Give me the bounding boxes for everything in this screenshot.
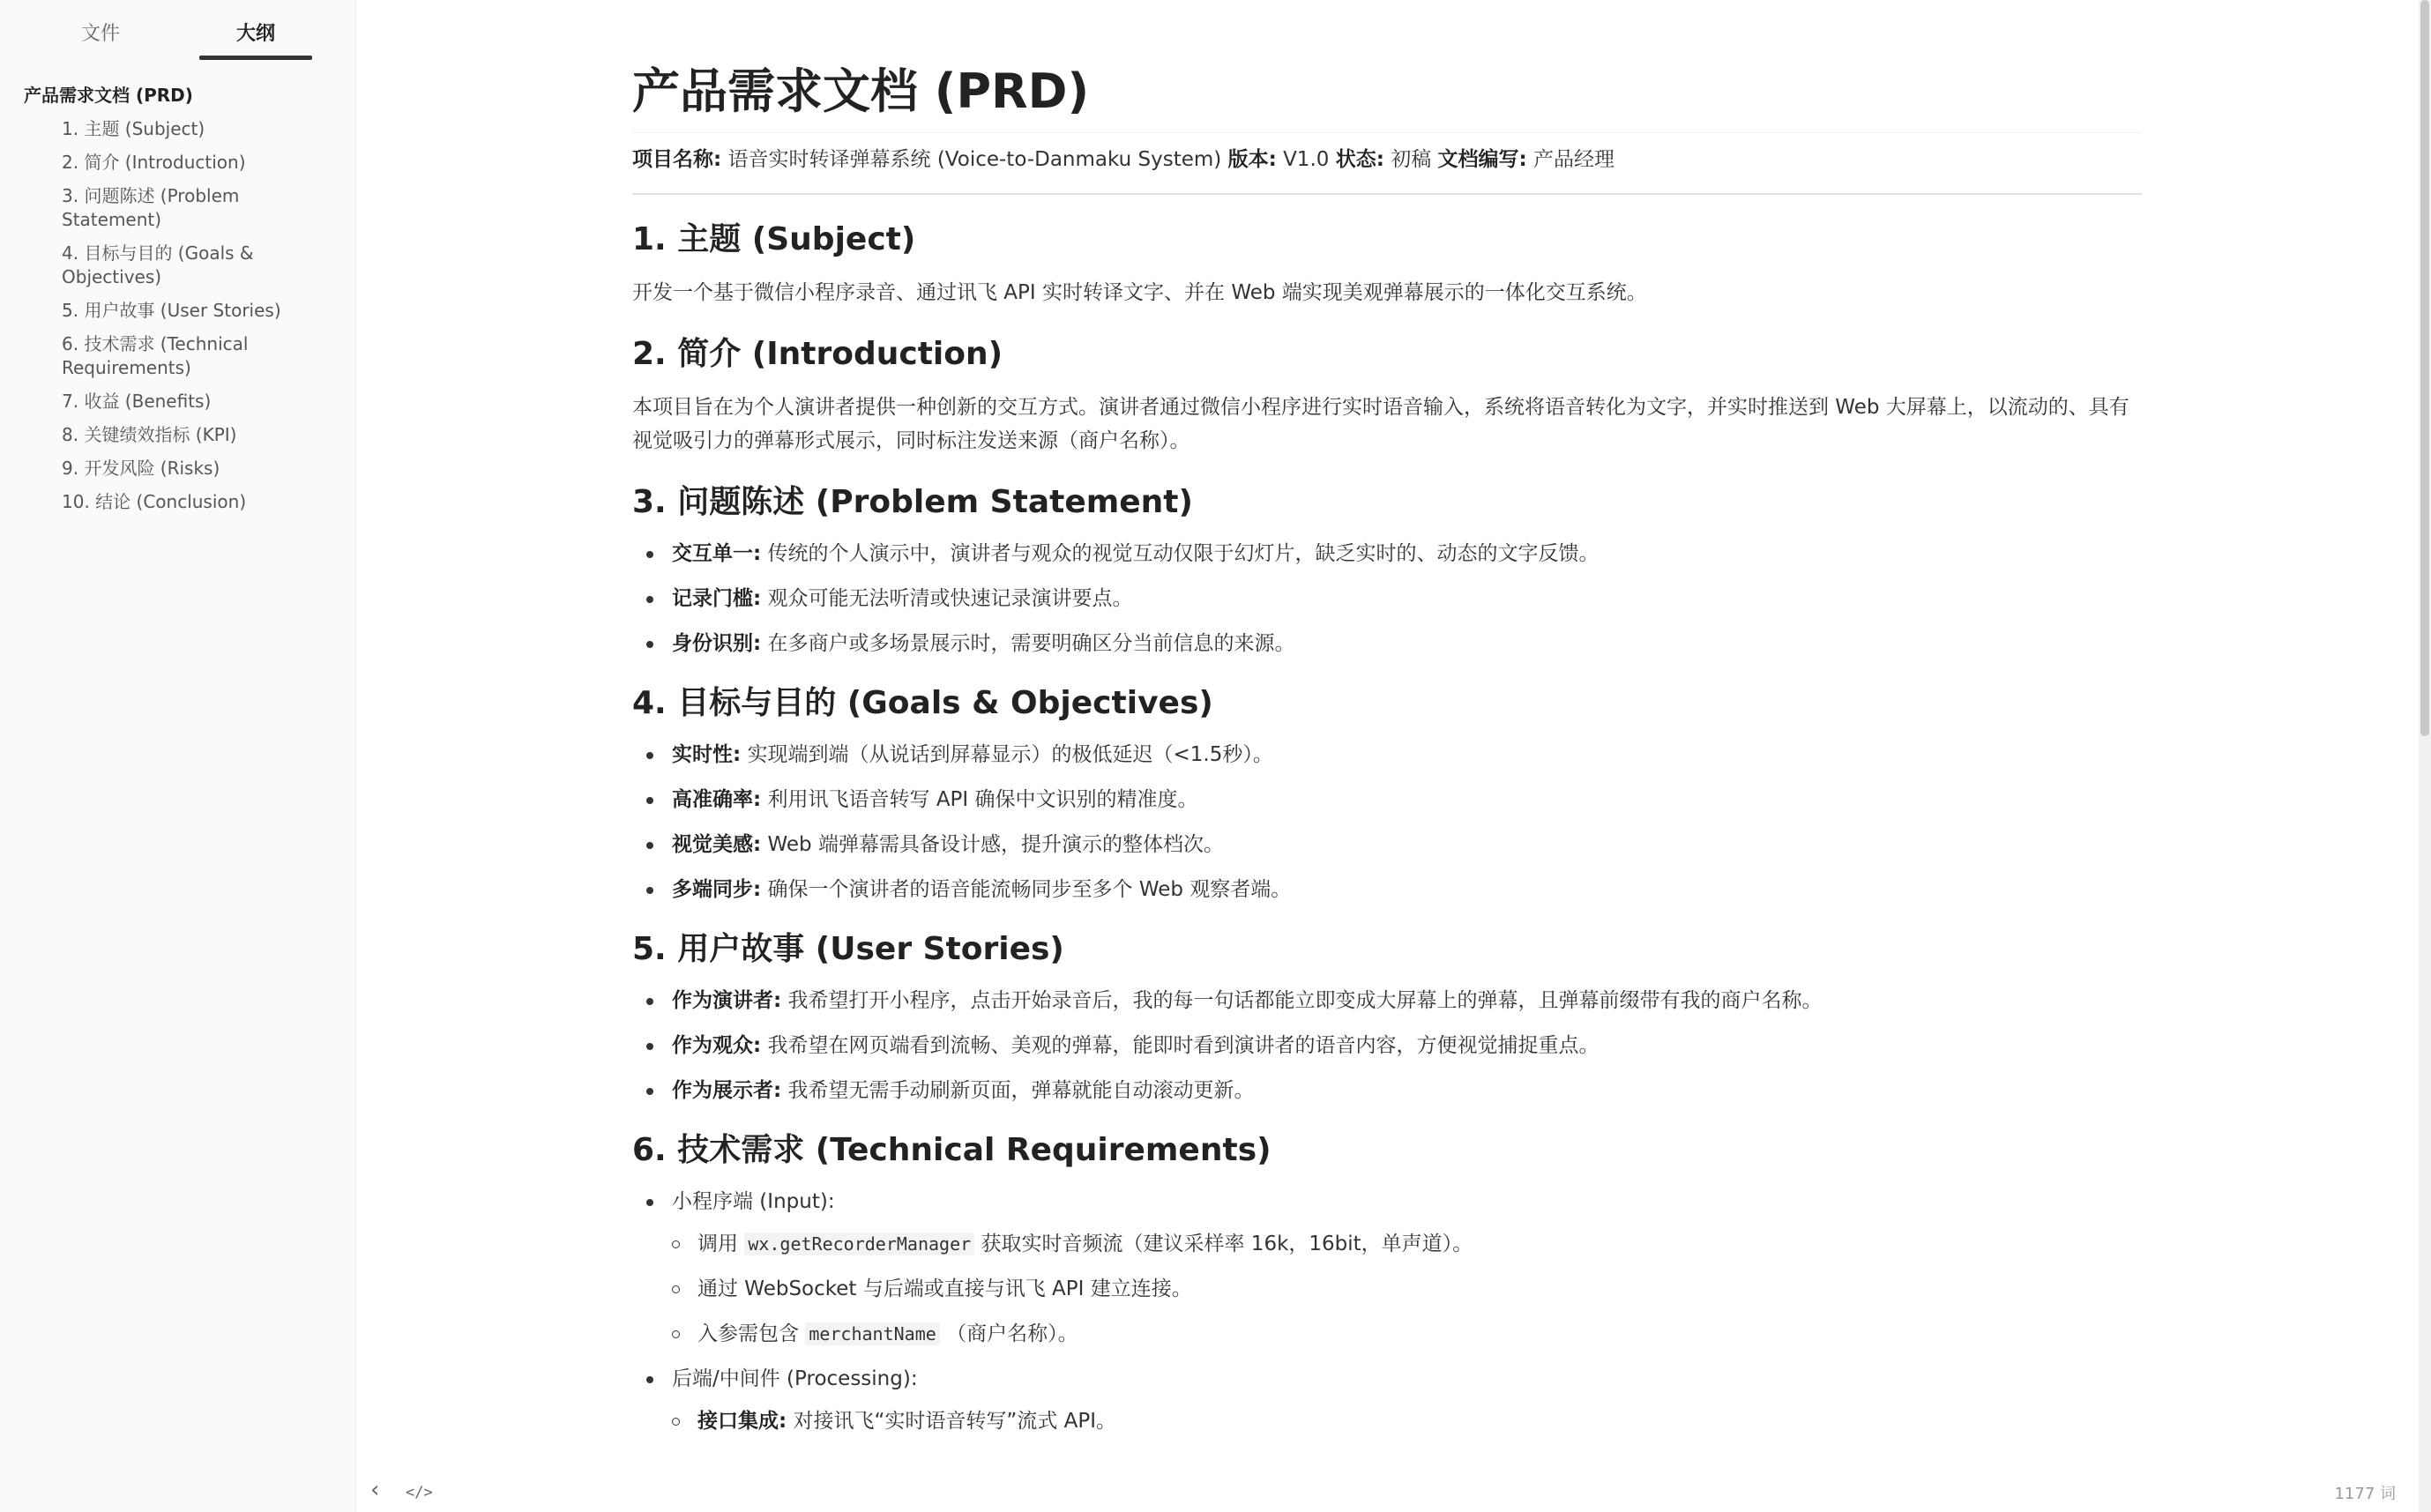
outline-item-technical-requirements[interactable]: 6. 技术需求 (Technical Requirements) (62, 333, 249, 378)
word-count: 1177 词 (2334, 1485, 2396, 1503)
section-heading-problem-statement: 3. 问题陈述 (Problem Statement) (632, 484, 1193, 520)
meta-author-label: 文档编写: (1437, 148, 1527, 171)
item-text: 入参需包含 (697, 1322, 799, 1345)
list-item (646, 629, 2142, 659)
list-item (646, 785, 2142, 815)
item-text: 利用讯飞语音转写 API 确保中文识别的精准度。 (767, 788, 1198, 811)
sub-list-item (672, 1229, 2142, 1259)
subject-paragraph: 开发一个基于微信小程序录音、通过讯飞 API 实时转译文字、并在 Web 端实现美观弹幕展示的一体化交互系统。 (632, 281, 1647, 304)
outline-item-risks[interactable]: 9. 开发风险 (Risks) (62, 458, 220, 479)
item-text: （商户名称）。 (946, 1322, 1078, 1345)
item-label: 高准确率: (672, 788, 762, 811)
scrollbar-thumb[interactable] (2420, 0, 2429, 736)
sub-list-item (672, 1406, 2142, 1436)
meta-project-value: 语音实时转译弹幕系统 (Voice-to-Danmaku System) (727, 148, 1222, 171)
item-text: 实现端到端（从说话到屏幕显示）的极低延迟（<1.5秒）。 (747, 743, 1273, 766)
problem-list (646, 539, 2142, 659)
item-text: 我希望打开小程序，点击开始录音后，我的每一句话都能立即变成大屏幕上的弹幕，且弹幕前缀带有我的商户名称。 (787, 989, 1823, 1012)
tab-files[interactable]: 文件 (80, 23, 120, 45)
inline-code: merchantName (805, 1322, 940, 1345)
list-item (646, 830, 2142, 860)
item-text: 通过 WebSocket 与后端或直接与讯飞 API 建立连接。 (697, 1277, 1192, 1300)
document-content (632, 56, 2142, 1451)
item-label: 作为演讲者: (672, 989, 782, 1012)
goals-list (646, 740, 2142, 905)
item-label: 作为观众: (672, 1034, 762, 1057)
list-item (646, 1031, 2142, 1061)
item-text: 传统的个人演示中，演讲者与观众的视觉互动仅限于幻灯片，缺乏实时的、动态的文字反馈。 (767, 542, 1600, 565)
item-label: 实时性: (672, 743, 742, 766)
sidebar-tabs (0, 0, 356, 62)
item-label: 身份识别: (672, 632, 762, 655)
item-text: 在多商户或多场景展示时，需要明确区分当前信息的来源。 (767, 632, 1295, 655)
item-text: 观众可能无法听清或快速记录演讲要点。 (767, 587, 1133, 610)
list-item (646, 875, 2142, 905)
list-item (646, 1187, 2142, 1349)
item-label: 多端同步: (672, 878, 762, 901)
item-text: 我希望在网页端看到流畅、美观的弹幕，能即时看到演讲者的语音内容，方便视觉捕捉重点。 (767, 1034, 1600, 1057)
item-text: 确保一个演讲者的语音能流畅同步至多个 Web 观察者端。 (767, 878, 1292, 901)
tech-requirements-list (646, 1187, 2142, 1436)
list-item (646, 584, 2142, 614)
meta-status-label: 状态: (1335, 148, 1384, 171)
item-label: 视觉美感: (672, 833, 762, 856)
section-heading-technical-requirements: 6. 技术需求 (Technical Requirements) (632, 1132, 1271, 1168)
outline-item-introduction[interactable]: 2. 简介 (Introduction) (62, 152, 246, 173)
sub-list (672, 1406, 2142, 1436)
item-label: 记录门槛: (672, 587, 762, 610)
item-text: 小程序端 (Input): (672, 1190, 835, 1213)
outline-list (0, 79, 356, 519)
chevron-left-icon[interactable]: ‹ (370, 1477, 380, 1503)
item-label: 交互单一: (672, 542, 762, 565)
document-meta (632, 133, 2142, 195)
list-item (646, 1364, 2142, 1436)
outline-item-user-stories[interactable]: 5. 用户故事 (User Stories) (62, 300, 281, 321)
inline-code: wx.getRecorderManager (744, 1233, 974, 1255)
sub-list-item (672, 1319, 2142, 1349)
editor-area[interactable] (356, 0, 2418, 1512)
sub-list (672, 1229, 2142, 1349)
tab-outline[interactable]: 大纲 (199, 21, 312, 60)
outline-item-title[interactable]: 产品需求文档 (PRD) (24, 85, 193, 106)
page-title: 产品需求文档 (PRD) (632, 56, 2142, 133)
code-icon[interactable]: </> (406, 1484, 433, 1501)
section-heading-user-stories: 5. 用户故事 (User Stories) (632, 931, 1064, 967)
sub-list-item (672, 1274, 2142, 1304)
outline-item-kpi[interactable]: 8. 关键绩效指标 (KPI) (62, 424, 237, 445)
item-text: 我希望无需手动刷新页面，弹幕就能自动滚动更新。 (787, 1079, 1255, 1102)
item-text: Web 端弹幕需具备设计感，提升演示的整体档次。 (767, 833, 1224, 856)
section-heading-introduction: 2. 简介 (Introduction) (632, 336, 1003, 372)
user-stories-list (646, 986, 2142, 1106)
sidebar (0, 0, 356, 1512)
outline-item-subject[interactable]: 1. 主题 (Subject) (62, 118, 205, 139)
item-text: 获取实时音频流（建议采样率 16k，16bit，单声道）。 (981, 1233, 1473, 1255)
list-item (646, 740, 2142, 770)
list-item (646, 1076, 2142, 1106)
meta-status-value: 初稿 (1391, 148, 1432, 171)
meta-project-label: 项目名称: (632, 148, 722, 171)
outline-item-problem-statement[interactable]: 3. 问题陈述 (Problem Statement) (62, 185, 240, 230)
introduction-paragraph: 本项目旨在为个人演讲者提供一种创新的交互方式。演讲者通过微信小程序进行实时语音输入，系统将语音转化为文字，并实时推送到 Web 大屏幕上，以流动的、具有视觉吸引力的弹幕形式展示，同时标注发送来源（商户名称）。 (632, 396, 2129, 452)
outline-item-conclusion[interactable]: 10. 结论 (Conclusion) (62, 491, 247, 512)
meta-version-label: 版本: (1227, 148, 1277, 171)
item-text: 对接讯飞“实时语音转写”流式 API。 (793, 1410, 1117, 1433)
list-item (646, 986, 2142, 1016)
item-text: 后端/中间件 (Processing): (672, 1367, 918, 1390)
meta-version-value: V1.0 (1283, 148, 1330, 171)
item-label: 接口集成: (697, 1410, 787, 1433)
outline-item-goals[interactable]: 4. 目标与目的 (Goals & Objectives) (62, 242, 254, 287)
list-item (646, 539, 2142, 569)
meta-author-value: 产品经理 (1533, 148, 1615, 171)
item-label: 作为展示者: (672, 1079, 782, 1102)
item-text: 调用 (697, 1233, 738, 1255)
section-heading-subject: 1. 主题 (Subject) (632, 221, 916, 257)
outline-item-benefits[interactable]: 7. 收益 (Benefits) (62, 391, 212, 412)
section-heading-goals: 4. 目标与目的 (Goals & Objectives) (632, 685, 1213, 721)
